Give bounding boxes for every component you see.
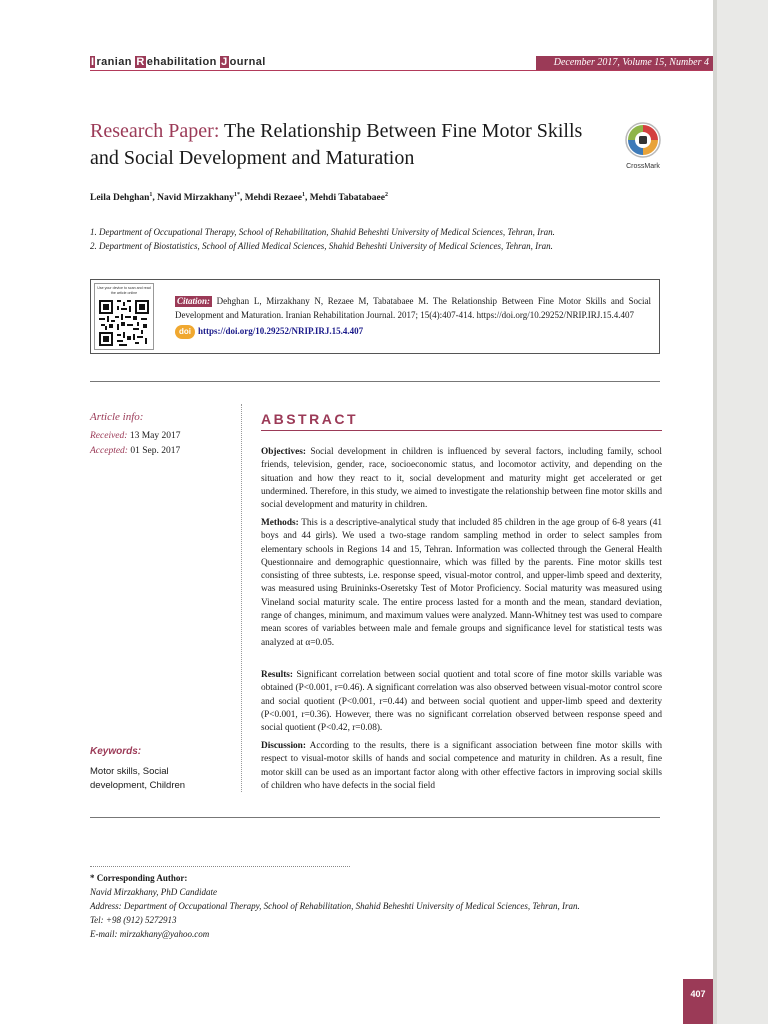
title-prefix: Research Paper: xyxy=(90,120,220,142)
corresponding-email[interactable]: E-mail: mirzakhany@yahoo.com xyxy=(90,929,210,939)
qr-panel[interactable] xyxy=(94,283,154,350)
doi-icon: doi xyxy=(175,325,195,339)
author-name: Mehdi Tabatabaee xyxy=(309,193,385,204)
keywords-label: Keywords: xyxy=(90,746,142,757)
qr-caption: Use your device to scan and read the article online xyxy=(97,286,151,295)
journal-initial-j: J xyxy=(221,56,228,68)
affiliation-2: 2. Department of Biostatistics, School of Allied Medical Sciences, Shahid Beheshti University of Medical Sciences, Tehran, Iran. xyxy=(90,241,553,251)
crossmark-badge[interactable] xyxy=(620,122,666,170)
citation-box xyxy=(90,279,660,354)
doi-link[interactable]: https://doi.org/10.29252/NRIP.IRJ.15.4.407 xyxy=(198,326,364,337)
author-name: Mehdi Rezaee xyxy=(244,193,302,204)
corresponding-address: Address: Department of Occupational Therapy, School of Rehabilitation, Shahid Beheshti University of Medical Sciences, Tehran, Iran. xyxy=(90,901,580,911)
crossmark-label: CrossMark xyxy=(626,163,660,170)
footnote-separator xyxy=(90,866,350,867)
received-row: Received: 13 May 2017 xyxy=(90,431,181,441)
abstract-methods: Methods: This is a descriptive-analytical study that included 85 children in the age group of 6-8 years (41 boys and 44 girls). We used a two-stage random sampling method in order to select samples from elementary schools in Regions 14 and 15, Tehran. Information was collected through the General Health Questionnaire and demographic questionnaire, which was filled by the parents. Fine motor skills test consisting of three subtests, i.e. response speed, visual-motor control, and upper-limb speed and dexterity, was measured using Bruininks-Oseretsky Test of Motor Proficiency. Social maturity was measured using Vineland social maturity scale. The entire process lasted for a month and the mean, standard deviation, range of changes, minimum, and maximum values were analyzed. Mann-Whitney test was used to compare mean scores of variables between male and female groups and significance level for statistical tests was analyzed at α=0.05. xyxy=(261,518,662,648)
citation-text: Citation: Dehghan L, Mirzakhany N, Rezaee M, Tabatabaee M. The Relationship Between Fine Motor Skills and Social Development and Maturation. Iranian Rehabilitation Journal. 2017; 15(4):407-414. https://doi.org/10.29252/NRIP.IRJ.15.4.407 xyxy=(175,296,651,320)
citation-label: Citation: xyxy=(177,296,211,306)
abstract-heading-rule xyxy=(261,430,662,431)
accepted-row: Accepted: 01 Sep. 2017 xyxy=(90,446,181,456)
abstract-objectives: Objectives: Social development in children is influenced by several factors, including family, school friends, television, gender, race, socioeconomic status, and locomotor activity, and depending on the situation and how they react to it, social development and maturity might get accelerated or get undermined. Therefore, in this study, we aimed to investigate the relationship between fine motor skills and social development and maturity in children. xyxy=(261,447,662,511)
article-dates xyxy=(90,429,181,459)
header-rule xyxy=(90,70,713,71)
abstract-bottom-rule xyxy=(90,817,660,818)
affiliation-1: 1. Department of Occupational Therapy, School of Rehabilitation, Shahid Beheshti University of Medical Sciences, Tehran, Iran. xyxy=(90,227,555,237)
journal-initial-i: I xyxy=(91,56,95,68)
abstract-discussion: Discussion: According to the results, there is a significant association between fine motor skills with respect to visual-motor skills of hands and social competence and maturity in children. As a result, fine motor skill can be used as an important factor along with other effective factors in improving social skills of children who have defects in the social field xyxy=(261,741,662,791)
page-edge xyxy=(713,0,717,1024)
abstract-results: Results: Significant correlation between social quotient and total score of fine motor skills variable was obtained (P<0.001, r=0.46). A significant correlation was also observed between visual-motor control score and social quotient (P<0.001, r=0.44) and between social quotient and upper-limb speed and dexterity (P<0.001, r=0.36). However, there was no significant correlation observed between response speed and social quotient (P<0.42, r=0.08). xyxy=(261,670,662,734)
issue-tag: December 2017, Volume 15, Number 4 xyxy=(536,56,713,70)
author-name: Leila Dehghan xyxy=(90,193,150,204)
page-number: 407 xyxy=(683,979,713,1024)
abstract-heading: ABSTRACT xyxy=(261,411,358,427)
doi-line[interactable] xyxy=(175,325,363,339)
corresponding-name: Navid Mirzakhany, PhD Candidate xyxy=(90,887,217,897)
author-list: Leila Dehghan$^1$, Navid Mirzakhany$^{1*}$, Mehdi Rezaee$^1$, Mehdi Tabatabaee$^2$ xyxy=(90,192,388,204)
section-rule xyxy=(90,381,660,382)
title-text: The Relationship Between Fine Motor Skills and Social Development and Maturation xyxy=(90,120,583,169)
corresponding-label: * Corresponding Author: xyxy=(90,873,188,883)
page-margin-strip xyxy=(713,0,768,1024)
corresponding-tel: Tel: +98 (912) 5272913 xyxy=(90,915,177,925)
author-name: Navid Mirzakhany xyxy=(157,193,234,204)
crossmark-icon xyxy=(625,122,661,158)
keywords-text: Motor skills, Social development, Children xyxy=(90,766,186,791)
article-info-label: Article info: xyxy=(90,411,144,423)
journal-name: I ranian R ehabilitation J ournal xyxy=(91,56,266,68)
qr-code-icon xyxy=(99,300,149,346)
journal-initial-r: R xyxy=(136,56,145,68)
column-divider xyxy=(241,404,242,792)
paper-title xyxy=(90,118,610,172)
